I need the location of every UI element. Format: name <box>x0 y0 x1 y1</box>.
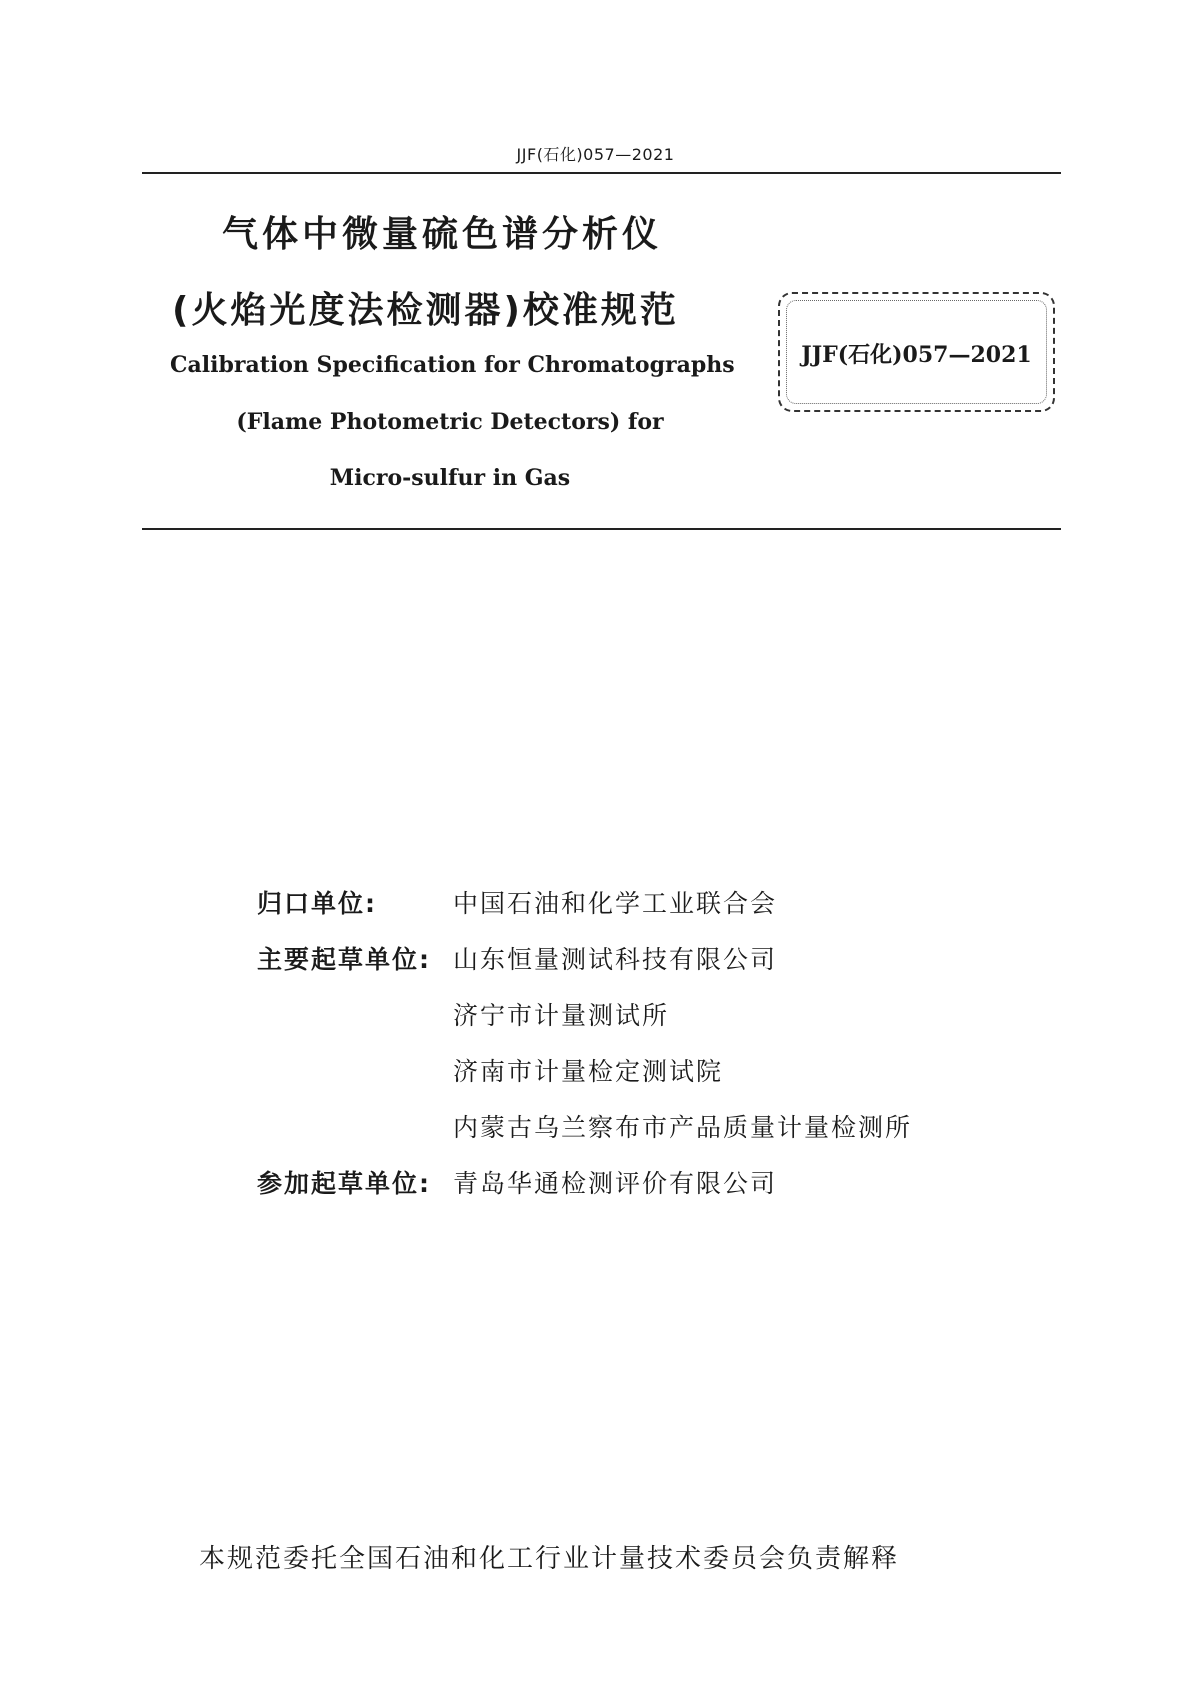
standard-code-badge <box>778 292 1055 412</box>
main-drafting-label: 主要起草单位: <box>257 945 431 974</box>
title-english-line-3: Micro-sulfur in Gas <box>329 465 571 491</box>
responsible-unit-value: 中国石油和化学工业联合会 <box>453 889 778 918</box>
main-drafting-unit: 山东恒量测试科技有限公司 <box>453 945 778 974</box>
main-drafting-unit: 内蒙古乌兰察布市产品质量计量检测所 <box>453 1113 913 1142</box>
title-chinese-line-1: 气体中微量硫色谱分析仪 <box>222 214 663 255</box>
responsible-unit-label: 归口单位: <box>257 889 377 918</box>
bottom-rule <box>142 528 1061 530</box>
main-drafting-unit: 济南市计量检定测试院 <box>453 1057 724 1086</box>
main-drafting-row <box>257 1052 723 1088</box>
top-rule <box>142 172 1061 174</box>
main-drafting-row <box>257 996 669 1032</box>
title-chinese-line-2: (火焰光度法检测器)校准规范 <box>172 290 679 331</box>
badge-code: JJF(石化)057—2021 <box>801 342 1032 368</box>
interpretation-note: 本规范委托全国石油和化工行业计量技术委员会负责解释 <box>199 1544 900 1574</box>
main-drafting-row <box>257 1108 912 1144</box>
main-drafting-row <box>257 940 777 976</box>
title-english-line-2: (Flame Photometric Detectors) for <box>236 409 664 435</box>
participating-drafting-value: 青岛华通检测评价有限公司 <box>453 1169 778 1198</box>
participating-drafting-label: 参加起草单位: <box>257 1169 431 1198</box>
main-drafting-unit: 济宁市计量测试所 <box>453 1001 670 1030</box>
title-english-line-1: Calibration Specification for Chromatographs <box>170 352 735 378</box>
header-standard-code: JJF(石化)057—2021 <box>516 145 675 164</box>
responsible-unit-row <box>257 884 777 920</box>
participating-drafting-row <box>257 1164 777 1200</box>
